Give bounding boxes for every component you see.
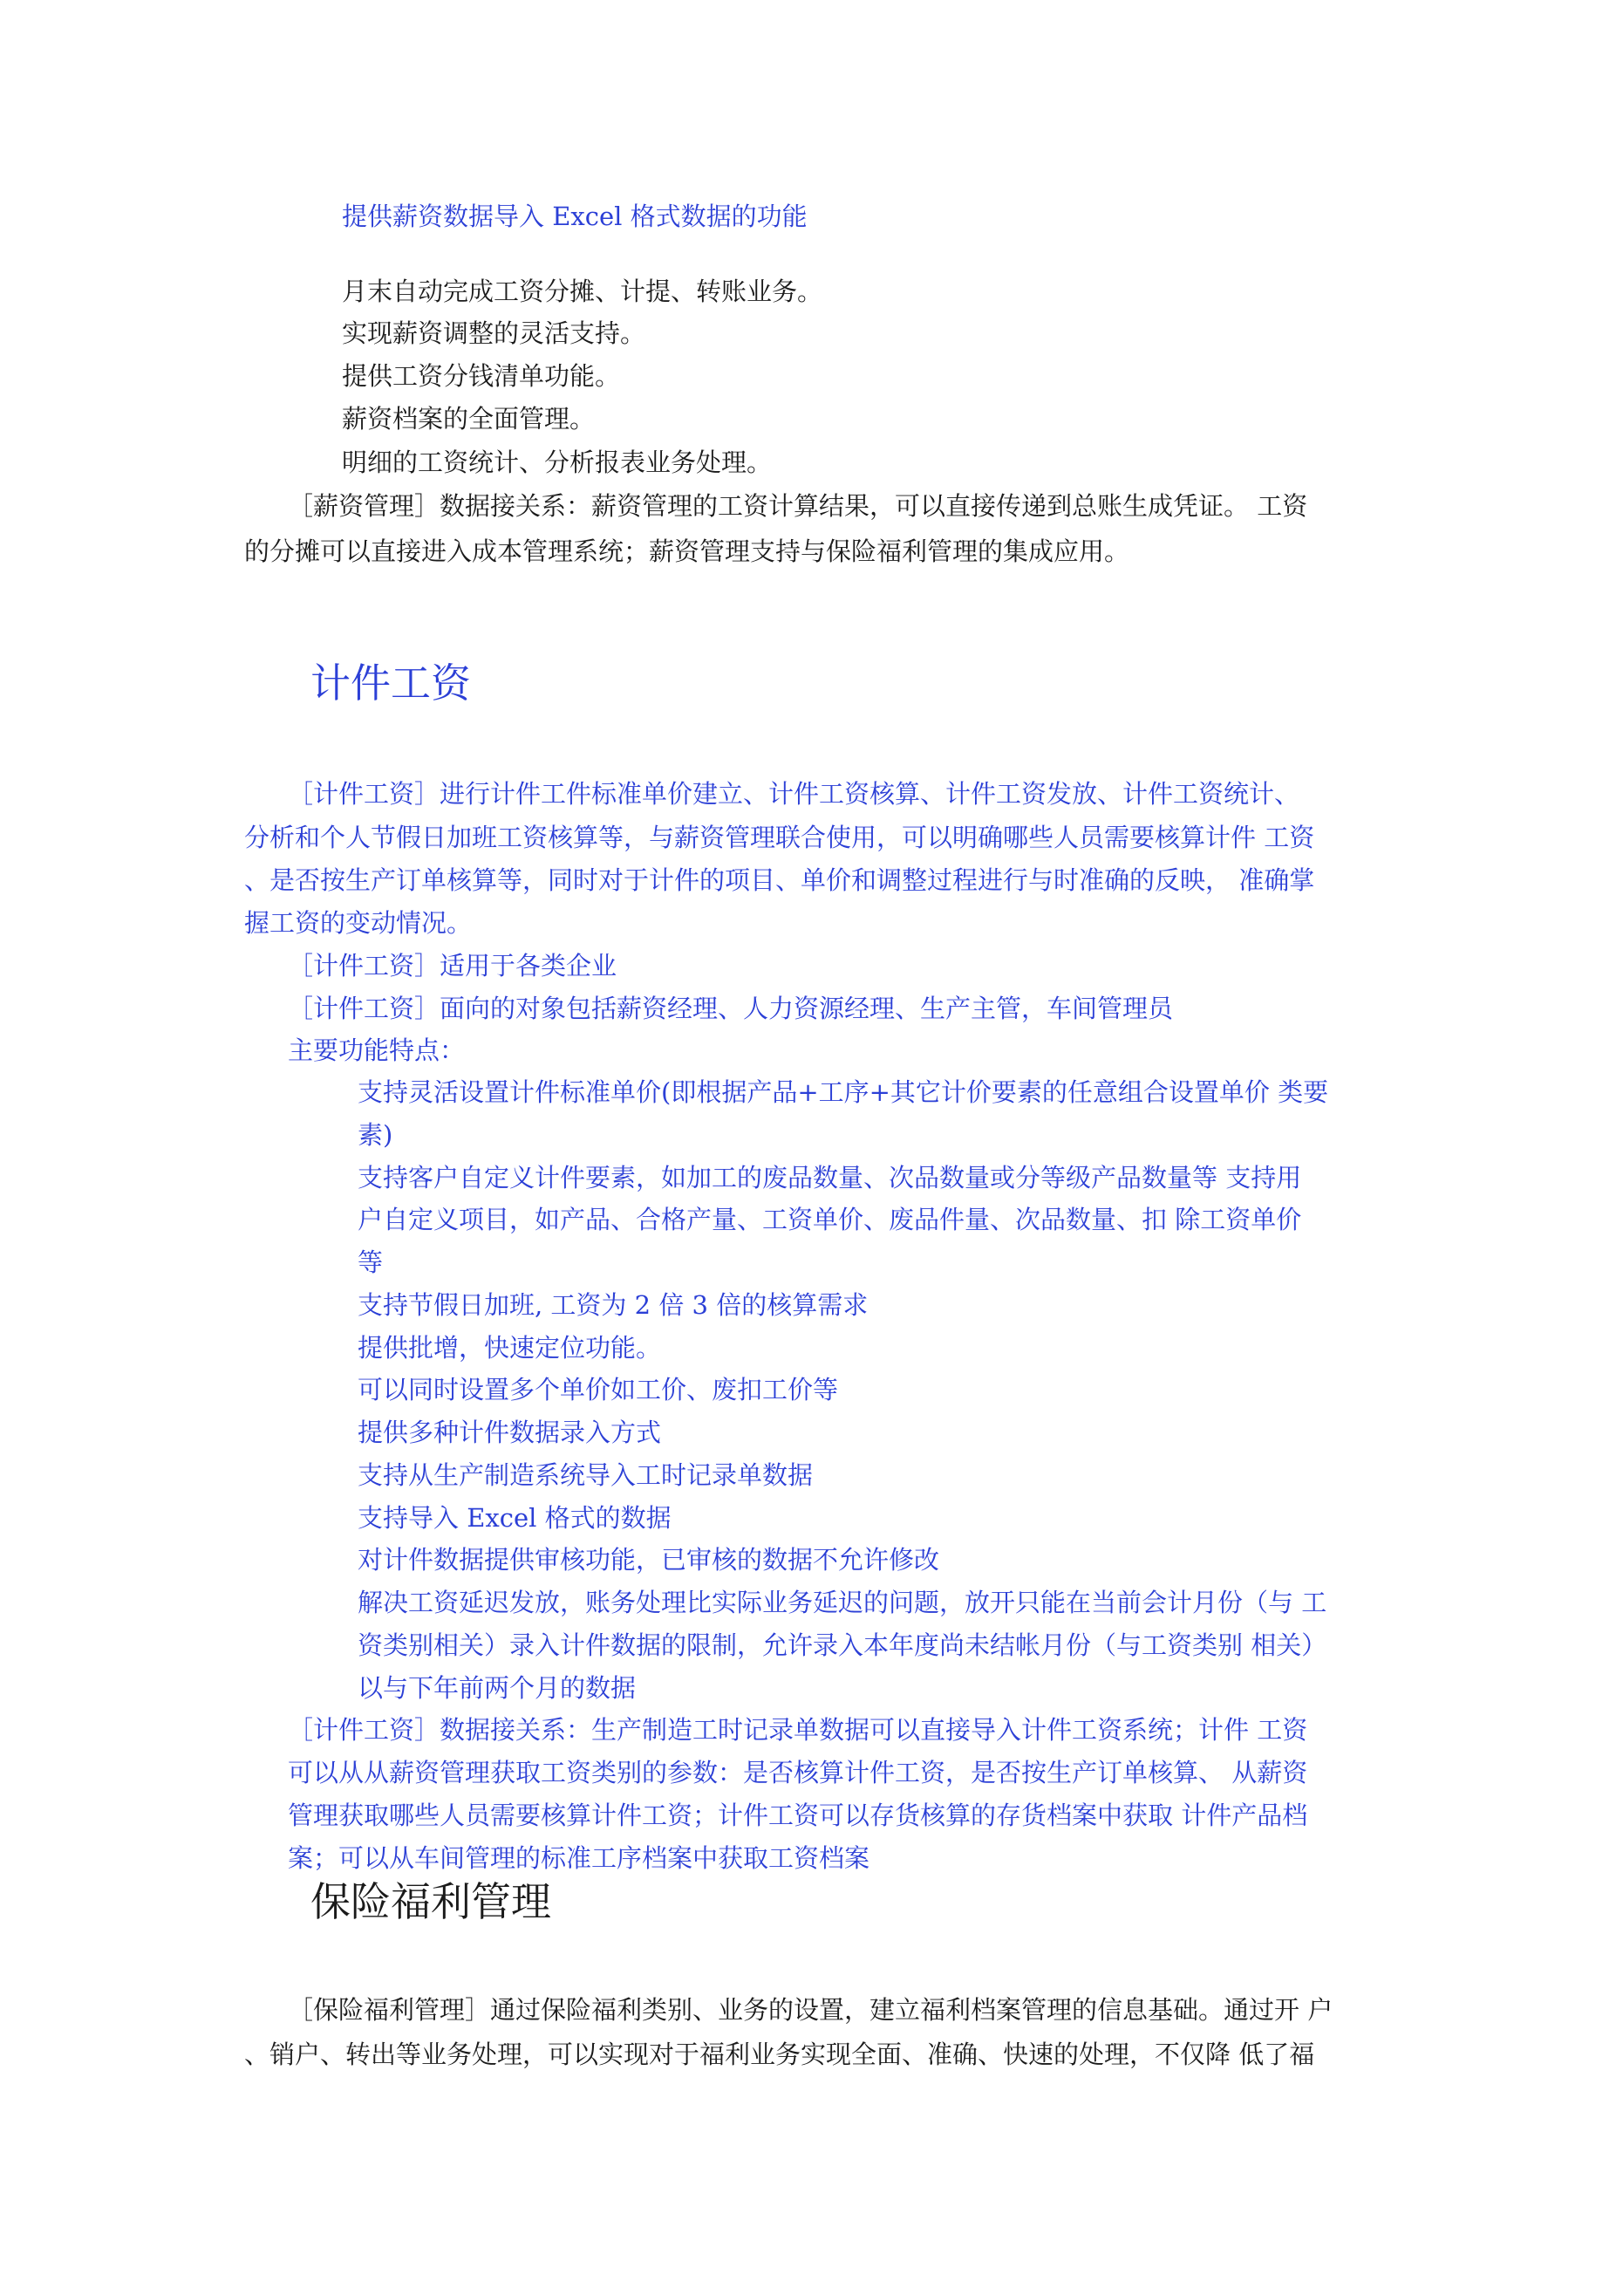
piece-intro-line: 分析和个人节假日加班工资核算等，与薪资管理联合使用，可以明确哪些人员需要核算计件 工资 (244, 823, 1315, 852)
piece-intro-line: 、是否按生产订单核算等，同时对于计件的项目、单价和调整过程进行与时准确的反映， 准确掌 (244, 865, 1315, 895)
piece-applies-line: ［计件工资］适用于各类企业 (288, 951, 617, 981)
piece-feature-line: 提供批增，快速定位功能。 (358, 1333, 662, 1363)
piece-feature-line: 支持从生产制造系统导入工时记录单数据 (358, 1460, 814, 1490)
piece-relation-line: ［计件工资］数据接关系：生产制造工时记录单数据可以直接导入计件工资系统；计件 工资 (288, 1715, 1308, 1745)
salary-feature-line: 明细的工资统计、分析报表业务处理。 (342, 448, 773, 477)
salary-feature-line: 实现薪资调整的灵活支持。 (342, 318, 646, 348)
piece-feature-line: 以与下年前两个月的数据 (358, 1673, 637, 1703)
insurance-heading: 保险福利管理 (310, 1878, 551, 1925)
piece-feature-line: 解决工资延迟发放，账务处理比实际业务延迟的问题，放开只能在当前会计月份（与 工 (358, 1588, 1327, 1617)
piece-target-line: ［计件工资］面向的对象包括薪资经理、人力资源经理、生产主管，车间管理员 (288, 994, 1174, 1023)
piece-relation-line: 案；可以从车间管理的标准工序档案中获取工资档案 (288, 1843, 870, 1873)
piece-features-title: 主要功能特点： (288, 1035, 466, 1065)
salary-feature-line: 月末自动完成工资分摊、计提、转账业务。 (342, 277, 823, 306)
piece-feature-line: 素) (358, 1120, 393, 1150)
piece-feature-line: 对计件数据提供审核功能，已审核的数据不允许修改 (358, 1545, 940, 1575)
piece-wage-heading: 计件工资 (310, 659, 471, 707)
piece-feature-line: 支持灵活设置计件标准单价(即根据产品+工序+其它计价要素的任意组合设置单价 类要 (358, 1077, 1329, 1107)
salary-feature-line: 提供工资分钱清单功能。 (342, 361, 621, 391)
piece-feature-line: 支持导入 Excel 格式的数据 (358, 1503, 672, 1533)
piece-feature-line: 可以同时设置多个单价如工价、废扣工价等 (358, 1375, 839, 1404)
piece-intro-line: 握工资的变动情况。 (244, 908, 473, 938)
piece-intro-line: ［计件工资］进行计件工件标准单价建立、计件工资核算、计件工资发放、计件工资统计、 (288, 779, 1300, 809)
piece-feature-line: 等 (358, 1247, 384, 1277)
piece-relation-line: 管理获取哪些人员需要核算计件工资；计件工资可以存货核算的存货档案中获取 计件产品档 (288, 1801, 1308, 1830)
salary-relation-line: 的分摊可以直接进入成本管理系统；薪资管理支持与保险福利管理的集成应用。 (244, 536, 1130, 566)
piece-feature-line: 户自定义项目，如产品、合格产量、工资单价、废品件量、次品数量、扣 除工资单价 (358, 1205, 1302, 1234)
piece-relation-line: 可以从从薪资管理获取工资类别的参数：是否核算计件工资，是否按生产订单核算、 从薪资 (288, 1758, 1308, 1787)
insurance-intro-line: ［保险福利管理］通过保险福利类别、业务的设置，建立福利档案管理的信息基础。通过开 户 (288, 1995, 1333, 2025)
excel-import-line: 提供薪资数据导入 Excel 格式数据的功能 (342, 202, 808, 231)
piece-feature-line: 支持节假日加班, 工资为 2 倍 3 倍的核算需求 (358, 1290, 869, 1320)
piece-feature-line: 提供多种计件数据录入方式 (358, 1418, 662, 1447)
insurance-intro-line: 、销户、转出等业务处理，可以实现对于福利业务实现全面、准确、快速的处理，不仅降 低了福 (244, 2040, 1315, 2069)
salary-relation-line: ［薪资管理］数据接关系：薪资管理的工资计算结果，可以直接传递到总账生成凭证。 工资 (288, 491, 1308, 521)
piece-feature-line: 支持客户自定义计件要素，如加工的废品数量、次品数量或分等级产品数量等 支持用 (358, 1163, 1302, 1192)
salary-feature-line: 薪资档案的全面管理。 (342, 404, 596, 434)
piece-feature-line: 资类别相关）录入计件数据的限制，允许录入本年度尚未结帐月份（与工资类别 相关） (358, 1630, 1327, 1660)
